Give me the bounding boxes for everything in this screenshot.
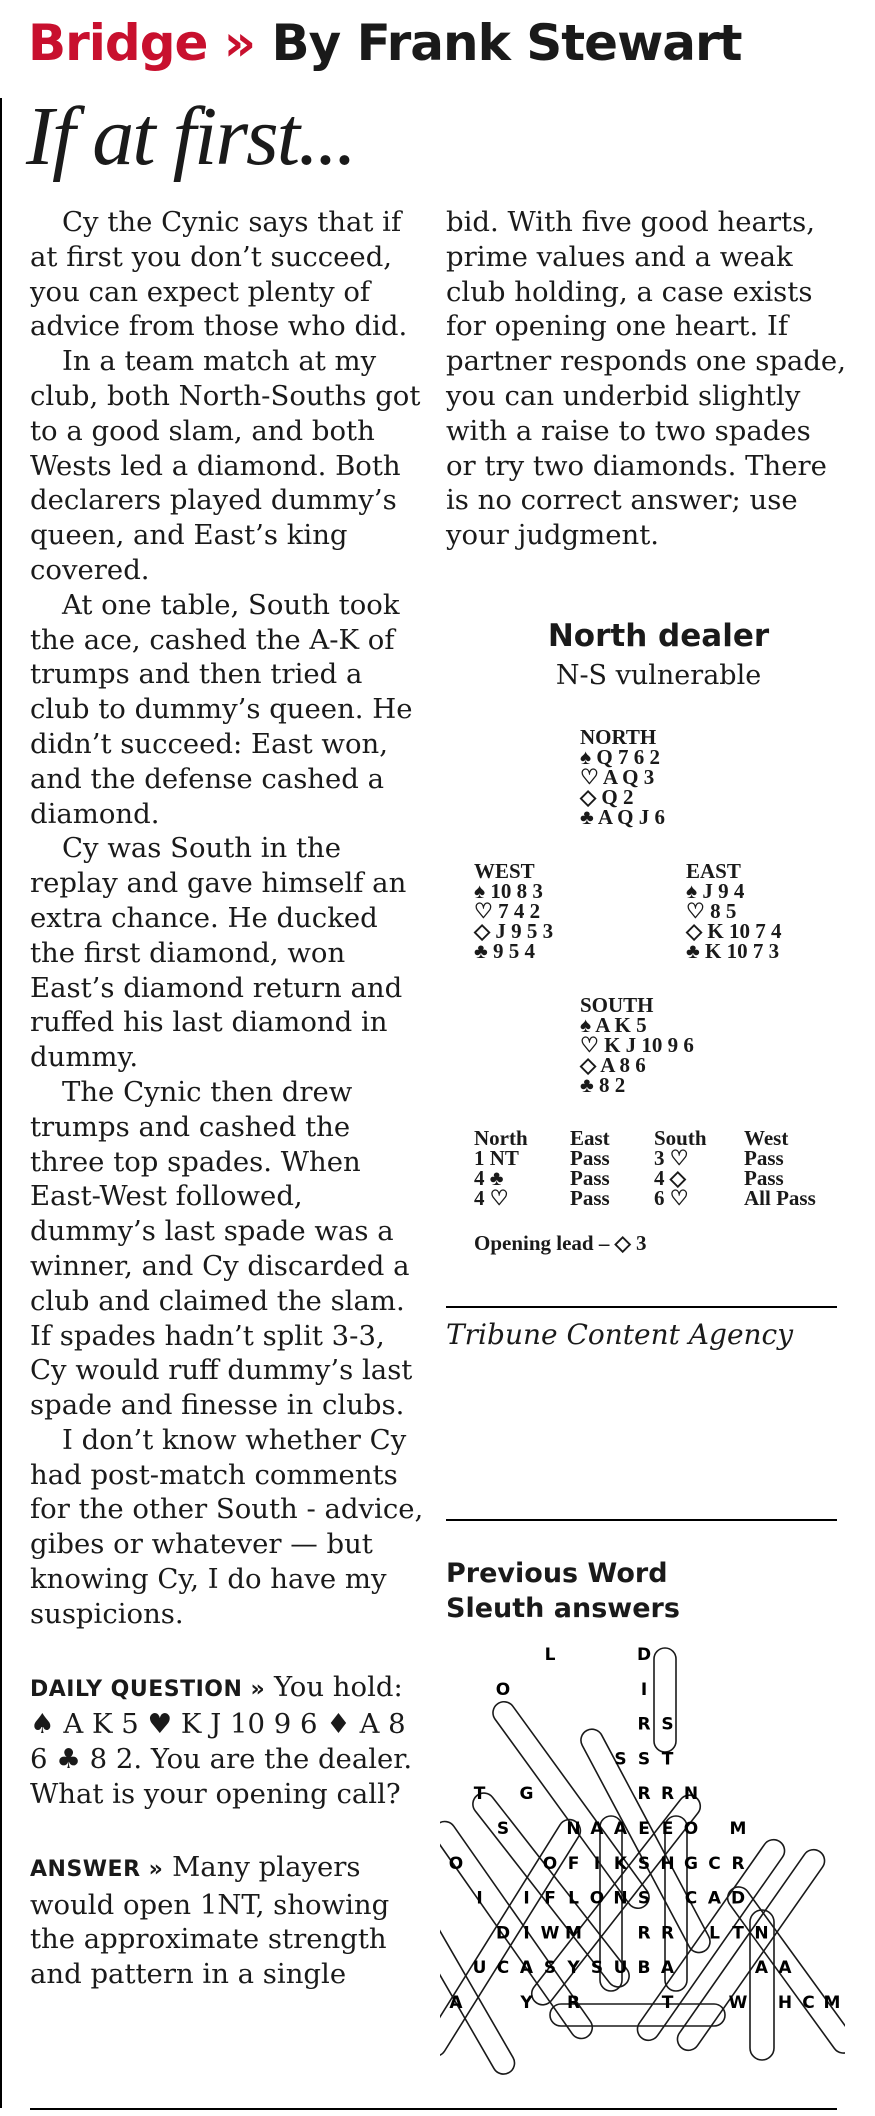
grid-letter: G — [684, 1853, 698, 1874]
grid-letter: I — [640, 1679, 648, 1700]
answer — [30, 1850, 425, 1992]
grid-letter: N — [754, 1923, 769, 1944]
grid-letter: R — [637, 1714, 651, 1735]
paragraph: In a team match at my club, both North-Souths got to a good slam, and both Wests led a diamond. Both declarers played dummy’s queen, and East’s king covered. — [30, 345, 421, 586]
hand-name: SOUTH — [580, 993, 654, 1017]
grid-letter: M — [729, 1819, 747, 1839]
grid-letter: W — [540, 1923, 560, 1944]
grid-letter: D — [730, 1888, 746, 1909]
grid-letter: A — [613, 1819, 628, 1839]
club-icon: ♣ — [474, 939, 488, 963]
diamond-icon: ◇ — [474, 919, 491, 943]
grid-letter: O — [542, 1853, 558, 1874]
north-hand: NORTH ♠ Q 7 6 2 ♡ A Q 3 ◇ Q 2 ♣ A Q J 6 — [580, 725, 665, 829]
paragraph: At one table, South took the ace, cashed the A-K of trumps and then tried a club to dummy’s queen. He didn’t succeed: East won, and the defense cashed a diamond. — [30, 588, 413, 830]
grid-letters — [449, 1645, 841, 2013]
grid-letter: B — [637, 1958, 651, 1979]
west-hand: WEST ♠ 10 8 3 ♡ 7 4 2 ◇ J 9 5 3 ♣ 9 5 4 — [474, 859, 554, 963]
daily-question-text: You hold: ♠ A K 5 ♥ K J 10 9 6 ♦ A 8 6 ♣ 8 2. You are the dealer. What is your opening call? — [30, 1670, 413, 1811]
grid-letter: O — [448, 1853, 464, 1874]
grid-letter: S — [637, 1853, 651, 1874]
paragraph: I don’t know whether Cy had post-match comments for the other South - advice, gibes or whatever — but knowing Cy, I do have my suspicions. — [30, 1423, 424, 1630]
grid-letter: S — [496, 1819, 510, 1839]
opening-lead: Opening lead – ◇ 3 — [474, 1231, 647, 1255]
grid-letter: I — [523, 1888, 530, 1909]
grid-letter: T — [661, 1993, 674, 2013]
credit: Tribune Content Agency — [446, 1318, 794, 1351]
paragraph: The Cynic then drew trumps and cashed the three top spades. When East-West followed, dummy’s last spade was a winner, and Cy discarded a club and claimed the slam. If spades hadn’t split 3-3, Cy would ruff dummy’s last spade and finesse in clubs. — [30, 1075, 413, 1422]
grid-letter: C — [684, 1888, 698, 1909]
grid-letter: D — [495, 1923, 511, 1944]
grid-letter: U — [472, 1958, 487, 1979]
spade-icon: ♠ — [580, 745, 592, 769]
grid-letter: A — [754, 1958, 769, 1979]
grid-letter: Y — [567, 1958, 580, 1979]
answer-label: ANSWER » — [30, 1856, 164, 1882]
article-right-column — [446, 205, 846, 553]
grid-letter: L — [544, 1645, 556, 1665]
grid-letter: K — [613, 1853, 628, 1874]
grid-letter: S — [661, 1714, 674, 1735]
grid-letter: S — [614, 1749, 627, 1770]
south-hand: SOUTH ♠ A K 5 ♡ K J 10 9 6 ◇ A 8 6 ♣ 8 2 — [580, 993, 694, 1097]
grid-letter: C — [802, 1993, 815, 2013]
grid-letter: O — [683, 1819, 699, 1839]
grid-letter: C — [496, 1958, 510, 1979]
hand-name: NORTH — [580, 725, 657, 749]
paragraph: Cy the Cynic says that if at first you don’t succeed, you can expect plenty of advice from those who did. — [30, 206, 408, 343]
grid-letter: A — [707, 1888, 722, 1909]
spade-icon: ♠ — [474, 879, 486, 903]
grid-letter: M — [823, 1993, 841, 2013]
club-icon: ♣ — [686, 939, 700, 963]
grid-letter: A — [660, 1958, 675, 1979]
answer-continued: bid. With five good hearts, prime values and a weak club holding, a case exists for opening one heart. If partner responds one spade, you can underbid slightly with a raise to two spades or try two diamonds. There is no correct answer; use your judgment. — [446, 206, 846, 552]
grid-letter: H — [777, 1993, 793, 2013]
diamond-icon: ◇ — [580, 1053, 597, 1077]
grid-letter: F — [567, 1853, 580, 1874]
word-sleuth-title: Previous Word Sleuth answers — [446, 1558, 680, 1624]
article-left-column — [30, 205, 425, 1992]
word-sleuth-grid — [440, 1640, 845, 2080]
paragraph: Cy was South in the replay and gave himself an extra chance. He ducked the first diamond, won East’s diamond return and ruffed his last diamond in dummy. — [30, 832, 407, 1074]
bottom-rule — [30, 2108, 837, 2110]
heart-icon: ♡ — [474, 899, 493, 923]
answer-loop — [489, 1697, 654, 1912]
daily-question — [30, 1670, 425, 1812]
grid-letter: H — [660, 1853, 675, 1874]
grid-letter: A — [590, 1819, 604, 1839]
grid-letter: S — [543, 1958, 557, 1979]
spade-icon: ♠ — [580, 1013, 592, 1037]
grid-letter: R — [637, 1923, 651, 1944]
grid-letter: R — [566, 1993, 581, 2013]
grid-letter: I — [523, 1923, 530, 1944]
diamond-icon: ◇ — [686, 919, 703, 943]
grid-letter: R — [660, 1784, 675, 1805]
answer-loop — [440, 1894, 519, 2078]
hand-name: WEST — [474, 859, 535, 883]
grid-letter: N — [683, 1784, 699, 1805]
answer-loop — [440, 1815, 585, 2060]
heart-icon: ♡ — [580, 765, 599, 789]
grid-letter: R — [660, 1923, 675, 1944]
grid-letter: O — [589, 1888, 605, 1909]
grid-letter: L — [709, 1923, 720, 1944]
heart-icon: ♡ — [580, 1033, 599, 1057]
grid-letter: L — [568, 1888, 579, 1909]
grid-letter: F — [544, 1888, 556, 1909]
grid-letter: A — [449, 1993, 463, 2013]
grid-letter: G — [519, 1784, 534, 1805]
answer-text: Many players would open 1NT, showing the approximate strength and pattern in a single — [30, 1850, 390, 1991]
grid-letter: U — [613, 1958, 628, 1979]
headline: If at first... — [26, 90, 356, 183]
grid-letter: S — [637, 1749, 651, 1770]
grid-letter: I — [593, 1853, 601, 1874]
hand-name: EAST — [686, 859, 741, 883]
dealer-heading: North dealer — [547, 618, 770, 654]
grid-letter: S — [590, 1958, 604, 1979]
club-icon: ♣ — [580, 805, 594, 829]
grid-letter: W — [728, 1993, 748, 2013]
section-label: Bridge » — [28, 14, 256, 72]
answer-loop — [654, 1648, 676, 1752]
grid-letter: R — [637, 1784, 651, 1805]
divider — [446, 1306, 837, 1308]
vulnerability: N-S vulnerable — [555, 660, 762, 691]
grid-letter: E — [638, 1819, 650, 1839]
grid-letter: Y — [520, 1993, 533, 2013]
answer-loop — [673, 1845, 829, 2054]
grid-letter: N — [566, 1819, 581, 1839]
grid-letter: R — [731, 1853, 745, 1874]
byline: By Frank Stewart — [271, 14, 742, 72]
grid-letter: A — [519, 1958, 534, 1979]
heart-icon: ♡ — [686, 899, 705, 923]
diamond-icon: ◇ — [580, 785, 597, 809]
spade-icon: ♠ — [686, 879, 698, 903]
grid-letter: I — [476, 1888, 483, 1909]
left-border — [0, 98, 2, 2108]
club-icon: ♣ — [580, 1073, 594, 1097]
grid-letter: T — [661, 1749, 674, 1770]
daily-question-label: DAILY QUESTION » — [30, 1676, 266, 1702]
grid-letter: O — [495, 1679, 511, 1700]
grid-letter: D — [636, 1645, 652, 1665]
grid-letter: N — [613, 1888, 628, 1909]
divider — [446, 1519, 837, 1521]
east-hand: EAST ♠ J 9 4 ♡ 8 5 ◇ K 10 7 4 ♣ K 10 7 3 — [686, 859, 782, 963]
grid-letter: S — [637, 1888, 651, 1909]
grid-letter: M — [565, 1923, 582, 1944]
grid-letter: C — [708, 1853, 721, 1874]
grid-letter: T — [473, 1784, 486, 1805]
grid-letter: E — [661, 1819, 674, 1839]
masthead — [28, 14, 742, 72]
grid-letter: T — [732, 1923, 744, 1944]
grid-letter: A — [778, 1958, 792, 1979]
